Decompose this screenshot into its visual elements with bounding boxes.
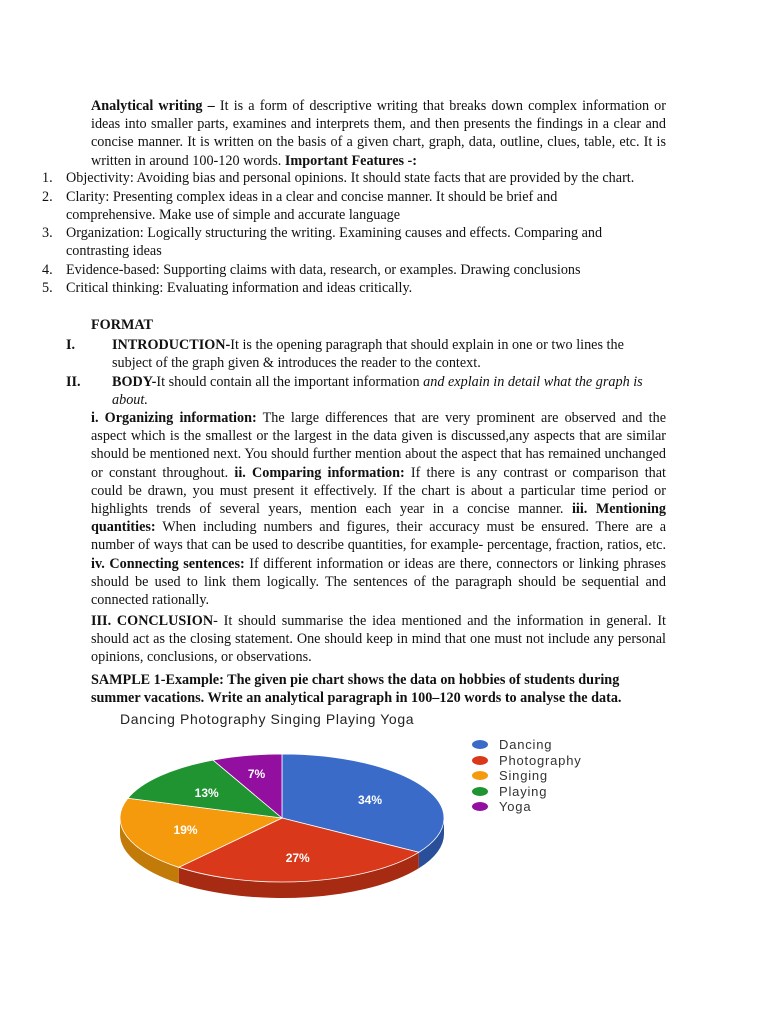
pie-chart-svg <box>112 708 472 908</box>
legend-swatch <box>472 802 488 811</box>
sample-question: SAMPLE 1-Example: The given pie chart shows the data on hobbies of students during summer vacations. Write an analytical paragraph in 100–120 words to analyse the data. <box>91 672 622 707</box>
feature-number: 4. <box>42 262 53 278</box>
conclusion-label: III. CONCLUSION <box>91 613 214 629</box>
legend-swatch <box>472 756 488 765</box>
legend-label: Playing <box>499 783 548 799</box>
format-heading: FORMAT <box>91 317 153 333</box>
chart-title: Dancing Photography Singing Playing Yoga <box>120 711 415 727</box>
pie-label-yoga: 7% <box>247 767 266 782</box>
intro-text: It is a form of descriptive writing that breaks down complex information or ideas into smaller parts, examines and interprets them, and then presents the findings in a clear and concise manner. It is written on the basis of a given chart, graph, data, outline, clues, table, etc. It is written in around 100-120 words. <box>91 98 667 169</box>
roman-number: II. <box>66 374 81 390</box>
body-details-paragraph: i. Organizing information: The large differences that are very prominent are observed and the aspect which is the smallest or the largest in the data given is discussed,any aspects that are similar should be mentioned next. You should further mention about the aspect that has remained unchanged or constant throughout. ii. Comparing information: If there is any contrast or comparison that could be drawn, you must present it effectively. If the chart is about a particular time period or highlights trends of several years, mention each year in a concise manner. iii. Mentioning quantities: When including numbers and figures, their accuracy must be ensured. There are a number of ways that can be used to describe quantities, for example- percentage, fraction, ratios, etc. iv. Connecting sentences: If different information or ideas are there, connectors or linking phrases should be used to link them logically. The sentences of the paragraph should be sequential and connected rationally. <box>91 410 667 609</box>
connecting-label: iv. Connecting sentences: <box>91 555 245 572</box>
feature-number: 1. <box>42 170 53 186</box>
legend-label: Dancing <box>499 737 553 752</box>
feature-number: 5. <box>42 280 53 296</box>
legend-swatch <box>472 771 488 780</box>
feature-text: Organization: Logically structuring the writing. Examining causes and effects. Comparing and contrasting ideas <box>66 225 603 260</box>
feature-number: 3. <box>42 225 53 241</box>
feature-number: 2. <box>42 189 53 205</box>
legend-label: Photography <box>499 752 582 768</box>
pie-label-dancing: 34% <box>358 792 383 807</box>
feature-text: Objectivity: Avoiding bias and personal opinions. It should state facts that are provided by the chart. <box>66 170 635 186</box>
sample-label: SAMPLE 1-Example: <box>91 672 224 688</box>
feature-text: Critical thinking: Evaluating information and ideas critically. <box>66 280 413 296</box>
intro-heading: Analytical writing – <box>91 98 215 114</box>
pie-label-photography: 27% <box>285 851 310 866</box>
feature-text: Clarity: Presenting complex ideas in a clear and concise manner. It should be brief and comprehensive. Make use of simple and accurate language <box>66 189 558 224</box>
feature-text: Evidence-based: Supporting claims with data, research, or examples. Drawing conclusions <box>66 262 581 278</box>
body-text: BODY-It should contain all the important information and explain in detail what the graph is about. <box>112 374 643 409</box>
introduction-text: INTRODUCTION-It is the opening paragraph that should explain in one or two lines the subject of the graph given & introduces the reader to the context. <box>112 337 624 372</box>
features-label: Important Features -: <box>284 152 418 169</box>
organizing-label: i. Organizing information: <box>91 410 257 426</box>
legend-label: Singing <box>499 768 548 783</box>
pie-label-playing: 13% <box>194 785 219 800</box>
legend-swatch <box>472 740 488 749</box>
intro-paragraph <box>91 97 666 170</box>
roman-number: I. <box>66 337 76 353</box>
pie-label-singing: 19% <box>173 823 198 838</box>
comparing-label: ii. Comparing information: <box>234 464 405 481</box>
conclusion-paragraph: III. CONCLUSION- It should summarise the idea mentioned and the information in general. It should act as the closing statement. One should keep in mind that one must not include any personal opinions, conclusions, or observations. <box>91 613 666 666</box>
legend-label: Yoga <box>499 799 532 814</box>
hobbies-pie-chart <box>112 708 612 908</box>
legend-swatch <box>472 787 488 796</box>
quantities-label: iii. Mentioning quantities: <box>91 501 666 536</box>
